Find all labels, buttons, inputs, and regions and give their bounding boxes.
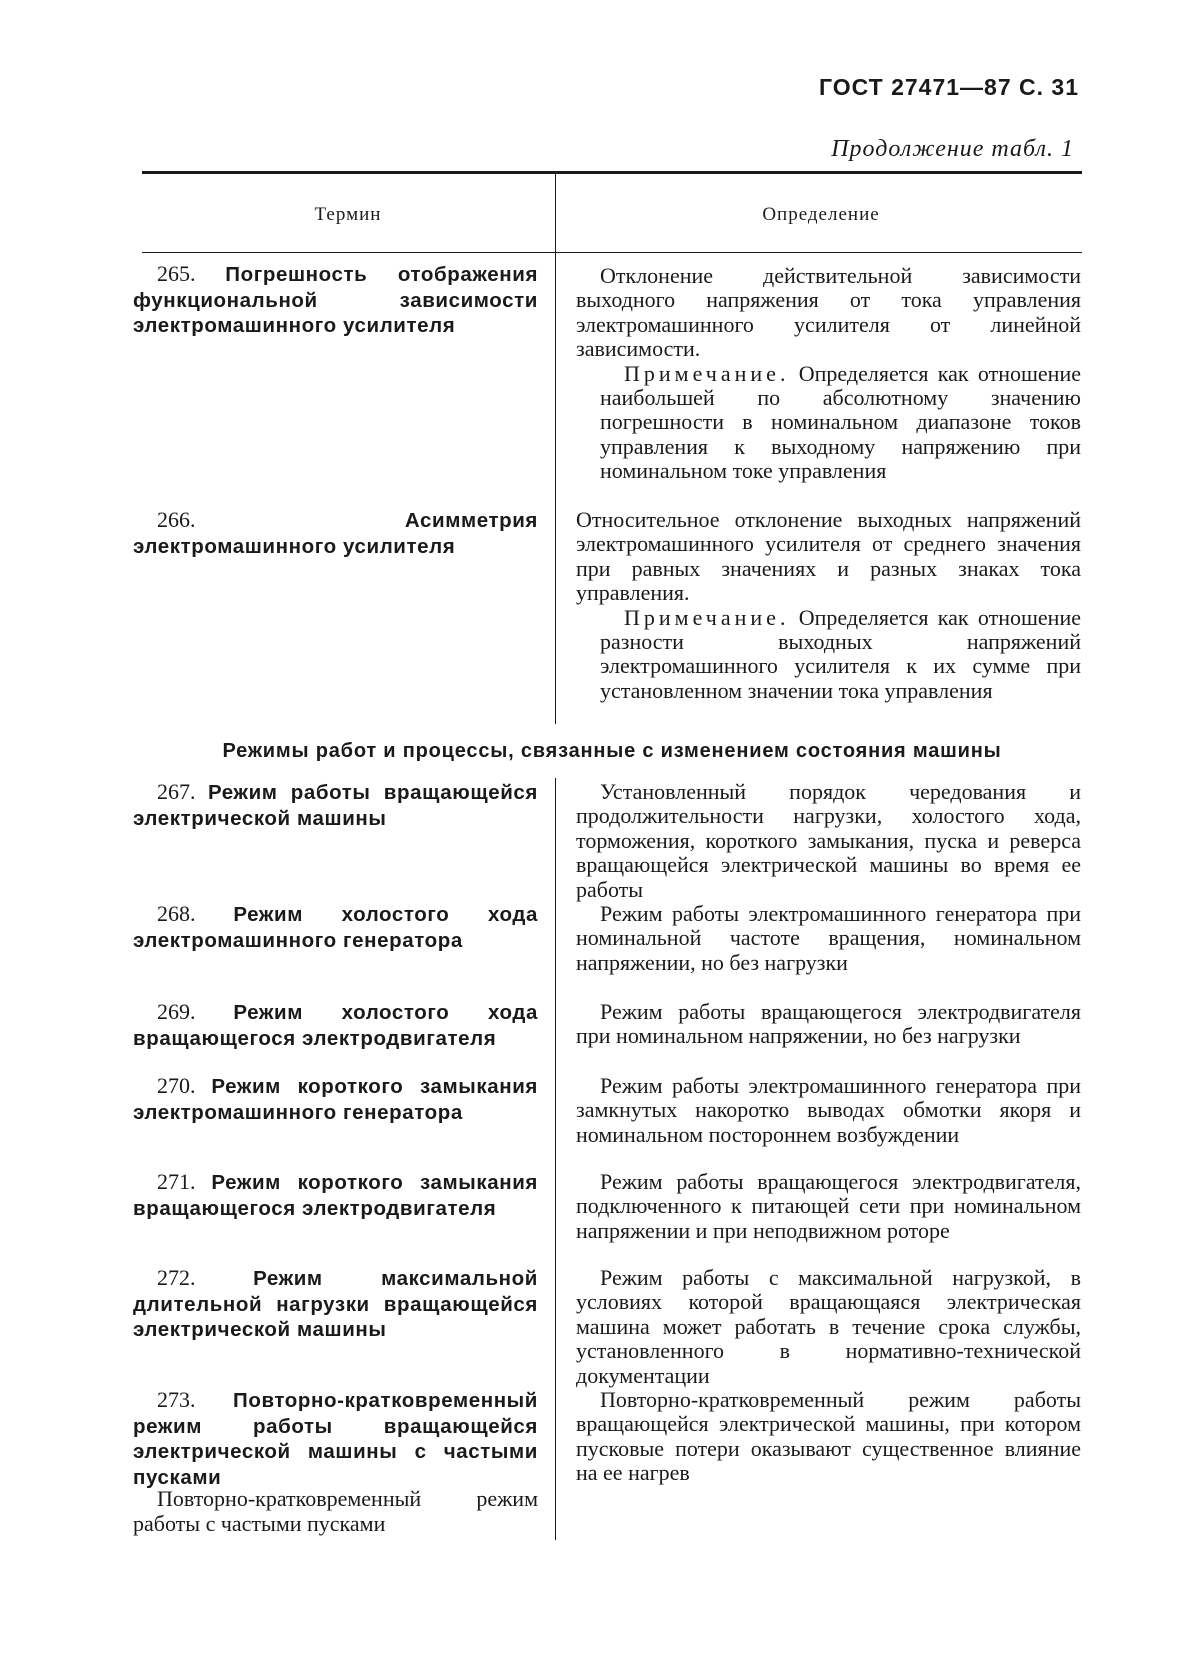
definition-entry-268	[576, 902, 1081, 975]
term-entry-266	[133, 508, 538, 559]
definition-entry-265	[576, 264, 1081, 484]
definition-text: Относительное отклонение выходных напряжений электромашинного усилителя от среднего значения при равных значениях и разных знаках тока управления.	[576, 507, 1081, 606]
term-entry-265	[133, 262, 538, 339]
column-divider	[555, 252, 556, 724]
definition-text: Повторно-кратковременный режим работы вращающейся электрической машины, при котором пусковые потери оказывают существенное влияние на ее нагрев	[576, 1387, 1081, 1486]
term-entry-270	[133, 1074, 538, 1125]
table-header-rule	[142, 252, 1082, 253]
note-label: Примечание.	[624, 360, 790, 386]
column-header-definition: Определение	[762, 204, 880, 225]
column-header-term: Термин	[314, 204, 382, 225]
term-number: 271.	[157, 1169, 196, 1194]
term-text: Режим работы вращающейся электрической машины	[133, 781, 538, 830]
term-text: Режим холостого хода электромашинного генератора	[133, 903, 538, 952]
term-text: Режим максимальной длительной нагрузки вращающейся электрической машины	[133, 1267, 538, 1342]
definition-text: Установленный порядок чередования и продолжительности нагрузки, холостого хода, торможения, короткого замыкания, пуска и реверса вращающейся электрической машины во время ее работы	[576, 779, 1081, 902]
term-entry-267	[133, 780, 538, 831]
term-entry-268	[133, 902, 538, 953]
definition-entry-272	[576, 1266, 1081, 1388]
term-text: Режим короткого замыкания вращающегося электродвигателя	[133, 1171, 538, 1220]
definition-entry-271	[576, 1170, 1081, 1243]
definition-text: Режим работы электромашинного генератора при номинальной частоте вращения, номинальном напряжении, но без нагрузки	[576, 901, 1081, 975]
term-entry-272	[133, 1266, 538, 1343]
definition-text: Отклонение действительной зависимости выходного напряжения от тока управления электромашинного усилителя от линейной зависимости.	[576, 263, 1081, 362]
definition-entry-270	[576, 1074, 1081, 1147]
term-number: 269.	[157, 999, 196, 1024]
note-text: Определяется как отношение наибольшей по абсолютному значению погрешности в номинальном диапазоне токов управления к выходному напряжению при номинальном токе управления	[600, 360, 1081, 484]
term-text: Режим холостого хода вращающегося электродвигателя	[133, 1001, 538, 1050]
definition-entry-273	[576, 1388, 1081, 1486]
term-number: 266.	[157, 507, 196, 532]
column-divider	[555, 172, 556, 252]
alternative-term-273: Повторно-кратковременный режим работы с частыми пусками	[133, 1486, 538, 1536]
term-text: Погрешность отображения функциональной зависимости электромашинного усилителя	[133, 263, 539, 338]
definition-text: Режим работы электромашинного генератора при замкнутых накоротко выводах обмотки якоря и номинальном постороннем возбуждении	[576, 1073, 1081, 1147]
term-number: 268.	[157, 901, 196, 926]
term-text: Повторно-кратковременный режим работы вращающейся электрической машины с частыми пусками	[133, 1389, 538, 1489]
term-number: 272.	[157, 1265, 196, 1290]
page-header: ГОСТ 27471—87 С. 31	[818, 74, 1079, 100]
term-number: 273.	[157, 1387, 196, 1412]
term-number: 270.	[157, 1073, 196, 1098]
note-label: Примечание.	[624, 604, 790, 630]
term-entry-271	[133, 1170, 538, 1221]
definition-entry-266	[576, 508, 1081, 703]
term-number: 267.	[157, 779, 196, 804]
definition-text: Режим работы вращающегося электродвигателя при номинальном напряжении, но без нагрузки	[576, 999, 1081, 1049]
term-number: 265.	[157, 261, 196, 286]
term-text: Асимметрия электромашинного усилителя	[133, 509, 538, 558]
definition-entry-269	[576, 1000, 1081, 1049]
table-top-rule	[142, 171, 1082, 174]
term-text: Режим короткого замыкания электромашинного генератора	[133, 1075, 538, 1124]
definition-text: Режим работы с максимальной нагрузкой, в условиях которой вращающаяся электрическая машина может работать в течение срока службы, установленного в нормативно-технической документации	[576, 1265, 1081, 1388]
definition-text: Режим работы вращающегося электродвигателя, подключенного к питающей сети при номинальном напряжении и при неподвижном роторе	[576, 1169, 1081, 1243]
definition-entry-267	[576, 780, 1081, 902]
section-title: Режимы работ и процессы, связанные с изменением состояния машины	[222, 740, 1002, 762]
column-divider	[555, 778, 556, 1540]
term-entry-269	[133, 1000, 538, 1051]
table-continuation-label: Продолжение табл. 1	[831, 136, 1074, 162]
note-text: Определяется как отношение разности выходных напряжений электромашинного усилителя к их сумме при установленном значении тока управления	[600, 604, 1081, 703]
term-entry-273	[133, 1388, 538, 1490]
